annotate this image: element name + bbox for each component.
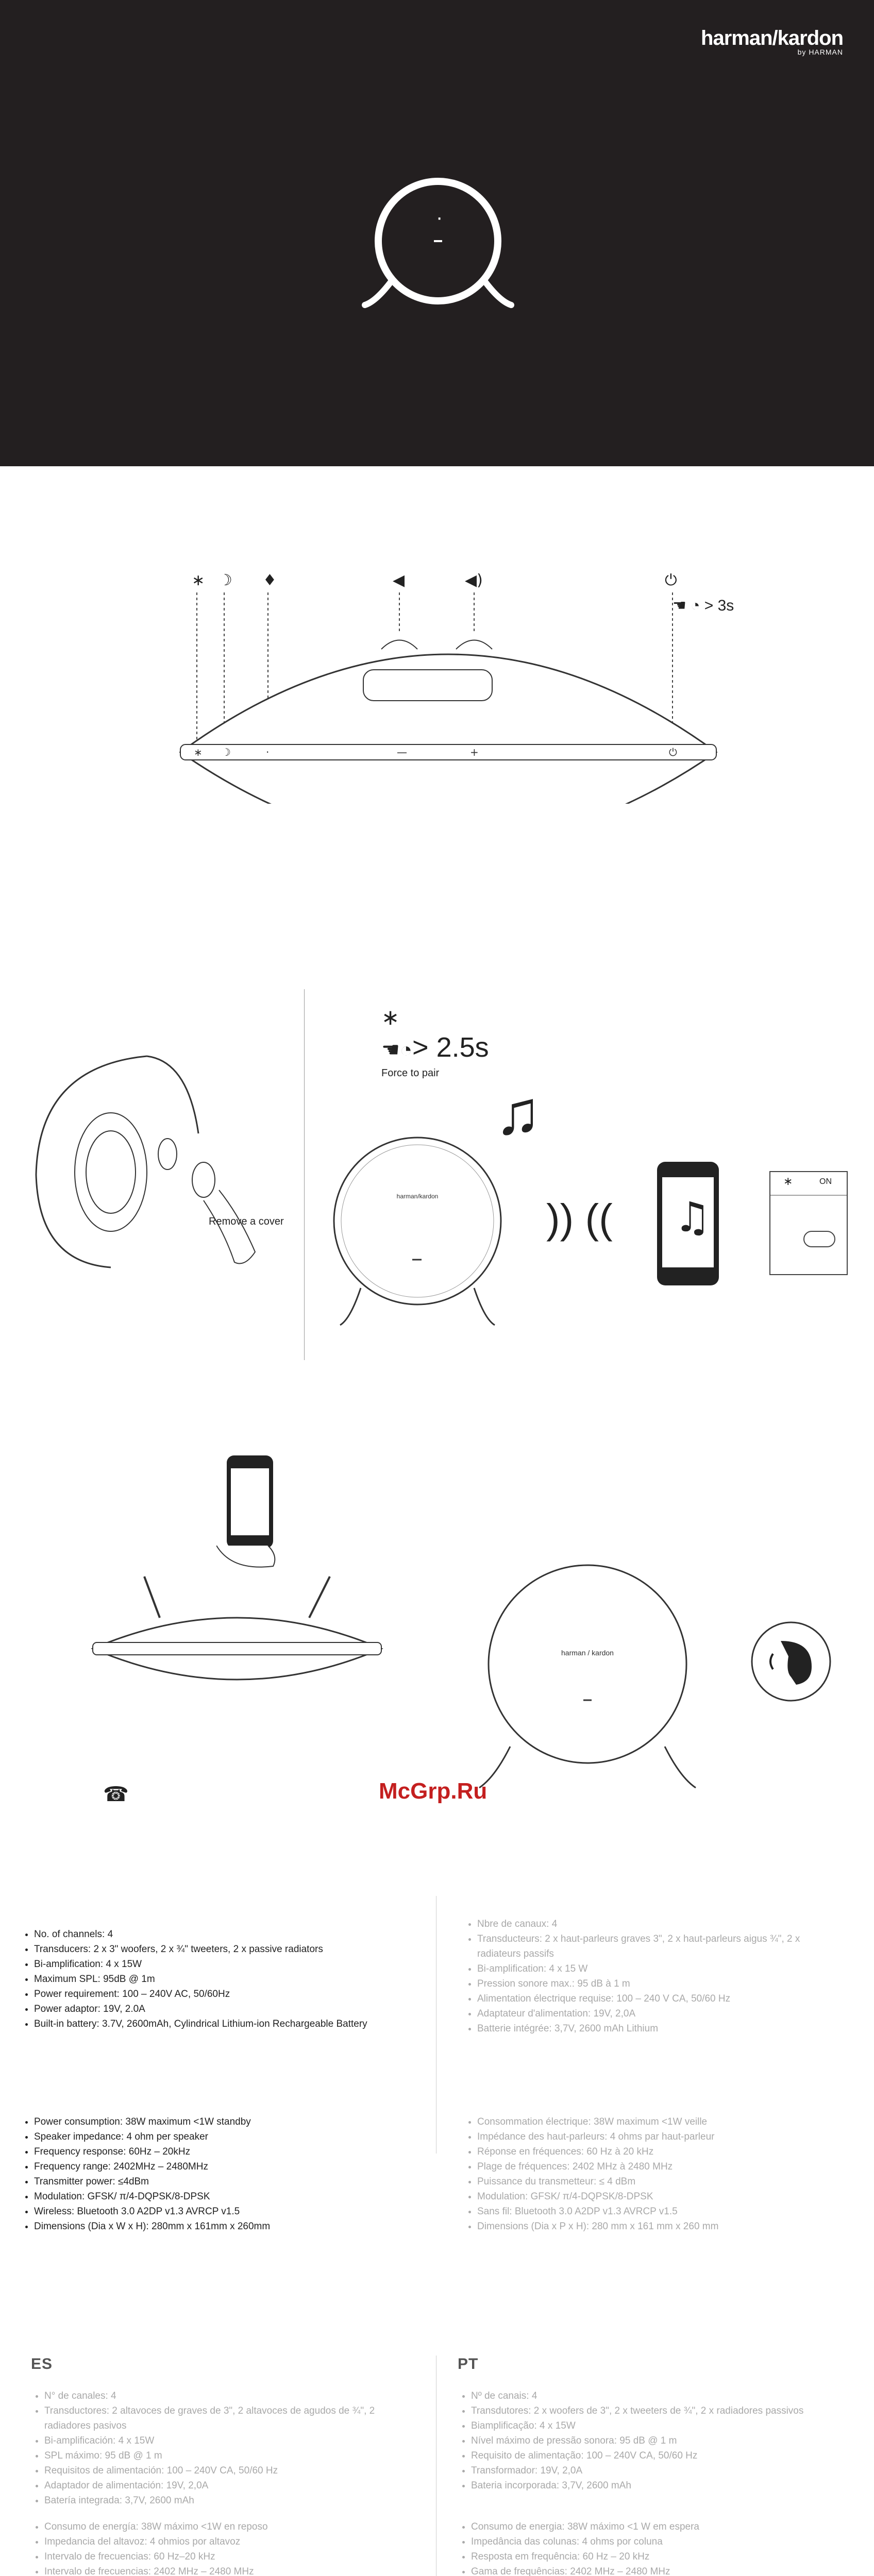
spec-item: • No. of channels: 4 [34, 1927, 392, 1942]
watermark: McGrp.Ru [379, 1778, 488, 1804]
spec-item: • Frequency range: 2402MHz – 2480MHz [34, 2159, 392, 2174]
speaker-side-illustration [28, 1046, 296, 1293]
spec-item: • Maximum SPL: 95dB @ 1m [34, 1972, 392, 1987]
spec-item: • Adaptador de alimentación: 19V, 2,0A [44, 2478, 402, 2493]
power-hold-label [673, 597, 734, 615]
spec-list [464, 2114, 835, 2234]
spec-item: • Puissance du transmetteur: ≤ 4 dBm [477, 2174, 835, 2189]
spec-item: • Impédance des haut-parleurs: 4 ohms par haut-parleur [477, 2129, 835, 2144]
specs-pt-2 [458, 2519, 829, 2576]
spec-item: • Biamplificação: 4 x 15W [471, 2418, 829, 2433]
spec-item: • Adaptateur d'alimentation: 19V, 2,0A [477, 2006, 835, 2021]
spec-item: • Frequency response: 60Hz – 20kHz [34, 2144, 392, 2159]
spec-item: • Alimentation électrique requise: 100 – 240 V CA, 50/60 Hz [477, 1991, 835, 2006]
svg-text:☽: ☽ [222, 746, 231, 758]
spec-item: • Built-in battery: 3.7V, 2600mAh, Cylindrical Lithium-ion Rechargeable Battery [34, 2016, 392, 2031]
spec-item: • Nível máximo de pressão sonora: 95 dB @ 1 m [471, 2433, 829, 2448]
spec-item: • Batterie intégrée: 3,7V, 2600 mAh Lithium [477, 2021, 835, 2036]
specs-fr-1 [464, 1917, 835, 2036]
mic-icon: ♦ [263, 571, 277, 589]
volume-up-icon: ◀) [465, 571, 483, 589]
lang-es-title: ES [31, 2355, 53, 2372]
music-notes-icon: ♫ [495, 1078, 541, 1147]
spec-list [458, 2519, 829, 2576]
svg-text:·: · [266, 746, 270, 758]
spec-item: • Requisito de alimentação: 100 – 240V CA, 50/60 Hz [471, 2448, 829, 2463]
clock-icon: ◔ [691, 597, 700, 614]
power-icon: ⏻ [665, 571, 677, 589]
spec-item: • Sans fil: Bluetooth 3.0 A2DP v1.3 AVRCP v1.5 [477, 2204, 835, 2219]
speaker-brand-label: harman/kardon [396, 1193, 439, 1200]
spec-item: • Transductores: 2 altavoces de graves de 3", 2 altavoces de agudos de ¾", 2 radiadores pasivos [44, 2403, 402, 2433]
spec-item: • Bateria incorporada: 3,7V, 2600 mAh [471, 2478, 829, 2493]
spec-item: • Speaker impedance: 4 ohm per speaker [34, 2129, 392, 2144]
spec-item: • Impedância das colunas: 4 ohms por coluna [471, 2534, 829, 2549]
speaker-top-illustration [88, 1571, 386, 1685]
brand-logo [701, 27, 843, 56]
spec-item: • Plage de fréquences: 2402 MHz à 2480 MHz [477, 2159, 835, 2174]
status-dot: · [436, 206, 443, 229]
bluetooth-icon: ∗ [381, 1005, 400, 1029]
spec-item: • Transducers: 2 x 3" woofers, 2 x ¾" tweeters, 2 x passive radiators [34, 1942, 392, 1957]
hero-banner [0, 0, 874, 466]
spec-list [21, 2114, 392, 2234]
lang-pt-title: PT [458, 2355, 479, 2372]
svg-text:♫: ♫ [674, 1193, 711, 1241]
spec-item: • Intervalo de frecuencias: 2402 MHz – 2480 MHz [44, 2564, 402, 2576]
spec-item: • SPL máximo: 95 dB @ 1 m [44, 2448, 402, 2463]
spec-item: • Batería integrada: 3,7V, 2600 mAh [44, 2493, 402, 2508]
pair-hold-label [381, 999, 489, 1063]
spec-item: • Dimensions (Dia x W x H): 280mm x 161mm x 260mm [34, 2219, 392, 2234]
spec-item: • Wireless: Bluetooth 3.0 A2DP v1.3 AVRCP v1.5 [34, 2204, 392, 2219]
spec-item: • Gama de frequências: 2402 MHz – 2480 MHz [471, 2564, 829, 2576]
spec-item: • Bi-amplificación: 4 x 15W [44, 2433, 402, 2448]
specs-fr-2 [464, 2114, 835, 2234]
bluetooth-icon: ∗ [192, 571, 205, 589]
spec-item: • Modulation: GFSK/ π/4-DQPSK/8-DPSK [34, 2189, 392, 2204]
spec-item: • Consommation électrique: 38W maximum <1W veille [477, 2114, 835, 2129]
speaker-front-illustration [330, 1133, 515, 1340]
brand-sub: by HARMAN [797, 48, 843, 56]
spec-list [31, 2388, 402, 2508]
spec-item: • Consumo de energia: 38W máximo <1 W em espera [471, 2519, 829, 2534]
specs-en-2 [21, 2114, 392, 2234]
specs-es-2 [31, 2519, 402, 2576]
phone-answer-icon: ☎ [103, 1783, 129, 1806]
bt-on-label: ON [819, 1177, 832, 1186]
pair-hold-value: > 2.5s [412, 1032, 489, 1063]
svg-text:⏻: ⏻ [669, 746, 677, 758]
spec-item: • Pression sonore max.: 95 dB à 1 m [477, 1976, 835, 1991]
specs-en-1 [21, 1927, 392, 2031]
spec-item: • Impedancia del altavoz: 4 ohmios por altavoz [44, 2534, 402, 2549]
volume-down-icon: ◀ [393, 571, 405, 589]
spec-item: • Power requirement: 100 – 240V AC, 50/60Hz [34, 1987, 392, 2002]
spec-list [458, 2388, 829, 2493]
smartphone-illustration [654, 1159, 721, 1288]
hand-icon: ☚ [381, 1039, 400, 1061]
top-view-diagram [170, 567, 727, 804]
spec-item: • Bi-amplification: 4 x 15 W [477, 1961, 835, 1976]
spec-item: • Transducteurs: 2 x haut-parleurs graves 3", 2 x haut-parleurs aigus ¾", 2 x radiateurs passifs [477, 1931, 835, 1961]
diagram-divider [304, 989, 305, 1360]
spec-item: • Transdutores: 2 x woofers de 3", 2 x tweeters de ¾", 2 x radiadores passivos [471, 2403, 829, 2418]
bluetooth-icon: ∗ [783, 1175, 793, 1188]
clock-icon: ◔ [399, 1039, 413, 1061]
svg-text:∗: ∗ [194, 746, 203, 758]
force-pair-label: Force to pair [381, 1067, 440, 1079]
speaker-front-illustration [464, 1561, 711, 1793]
spec-item: • Nº de canais: 4 [471, 2388, 829, 2403]
spec-item: • Bi-amplification: 4 x 15W [34, 1957, 392, 1972]
spec-item: • N° de canales: 4 [44, 2388, 402, 2403]
phone-icon: ☽ [218, 571, 232, 589]
spec-list [31, 2519, 402, 2576]
spec-item: • Transformador: 19V, 2,0A [471, 2463, 829, 2478]
specs-es-1 [31, 2388, 402, 2508]
wireless-signal-icon: )) (( [546, 1196, 613, 1242]
spec-item: • Requisitos de alimentación: 100 – 240V CA, 50/60 Hz [44, 2463, 402, 2478]
spec-item: • Power adaptor: 19V, 2.0A [34, 2002, 392, 2016]
power-hold-value: > 3s [704, 597, 734, 614]
spec-item: • Intervalo de frecuencias: 60 Hz–20 kHz [44, 2549, 402, 2564]
speaker-brand-label: harman / kardon [561, 1649, 614, 1657]
spec-item: • Modulation: GFSK/ π/4-DQPSK/8-DPSK [477, 2189, 835, 2204]
spec-list [21, 1927, 392, 2031]
bluetooth-settings-illustration [768, 1170, 850, 1288]
spec-item: • Nbre de canaux: 4 [477, 1917, 835, 1931]
hand-icon: ☚ [673, 597, 686, 614]
spec-list [464, 1917, 835, 2036]
voice-assistant-icon [750, 1620, 832, 1703]
spec-item: • Réponse en fréquences: 60 Hz à 20 kHz [477, 2144, 835, 2159]
spec-item: • Power consumption: 38W maximum <1W standby [34, 2114, 392, 2129]
specs-pt-1 [458, 2388, 829, 2493]
svg-text:+: + [470, 746, 479, 758]
spec-item: • Dimensions (Dia x P x H): 280 mm x 161 mm x 260 mm [477, 2219, 835, 2234]
spec-item: • Transmitter power: ≤4dBm [34, 2174, 392, 2189]
brand-name: harman/kardon [701, 27, 843, 49]
spec-item: • Resposta em frequência: 60 Hz – 20 kHz [471, 2549, 829, 2564]
speaker-front-illustration [356, 175, 520, 309]
spec-item: • Consumo de energía: 38W máximo <1W en reposo [44, 2519, 402, 2534]
svg-text:—: — [397, 746, 407, 758]
hand-phone-illustration [216, 1453, 283, 1571]
remove-cover-label: Remove a cover [209, 1216, 284, 1227]
